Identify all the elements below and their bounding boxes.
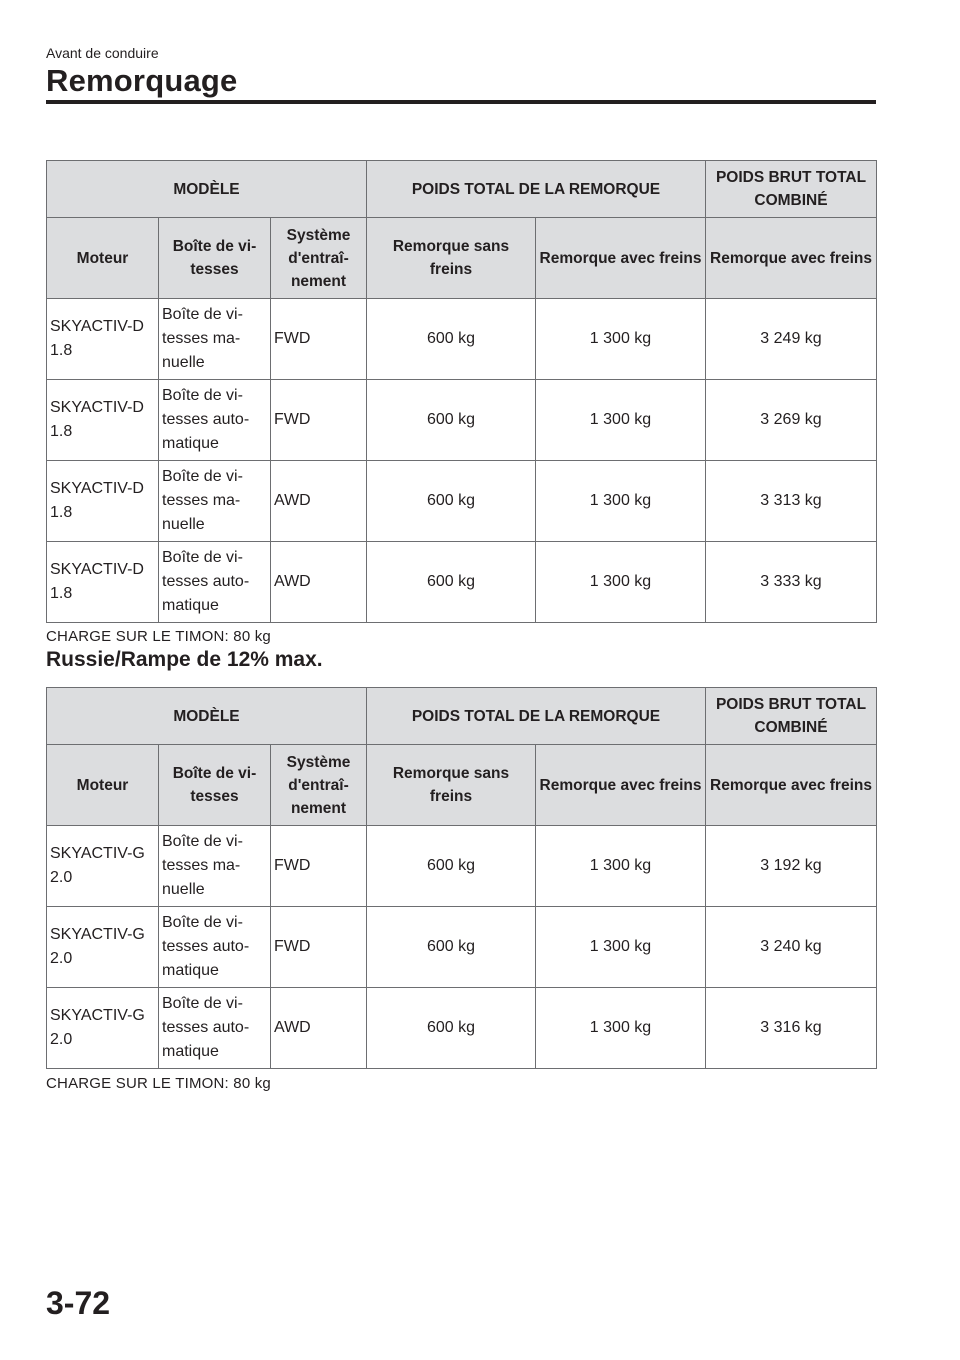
- towing-table-2: [46, 687, 877, 1069]
- cell-drive: AWD: [271, 542, 367, 623]
- cell-brakes: 1 300 kg: [536, 380, 706, 461]
- header-transmission: Boîte de vi-tesses: [159, 218, 271, 299]
- cell-gcw: 3 316 kg: [706, 988, 877, 1069]
- cell-no-brakes: 600 kg: [367, 461, 536, 542]
- section-title: Russie/Rampe de 12% max.: [46, 648, 323, 671]
- header-rule: [46, 100, 876, 104]
- header-with-brakes-gcw: Remorque avec freins: [706, 218, 877, 299]
- header-trailer-weight: POIDS TOTAL DE LA REMORQUE: [367, 161, 706, 218]
- table-row: [47, 380, 877, 461]
- table-row: [47, 299, 877, 380]
- table-row: [47, 542, 877, 623]
- cell-drive: AWD: [271, 461, 367, 542]
- cell-gcw: 3 333 kg: [706, 542, 877, 623]
- table-row: [47, 826, 877, 907]
- cell-no-brakes: 600 kg: [367, 299, 536, 380]
- cell-brakes: 1 300 kg: [536, 907, 706, 988]
- cell-gcw: 3 192 kg: [706, 826, 877, 907]
- table-row: [47, 907, 877, 988]
- cell-brakes: 1 300 kg: [536, 299, 706, 380]
- cell-drive: FWD: [271, 826, 367, 907]
- header-engine: Moteur: [47, 218, 159, 299]
- header-no-brakes: Remorque sans freins: [367, 218, 536, 299]
- header-drive-system: Système d'entraî-nement: [271, 745, 367, 826]
- cell-engine: SKYACTIV-D 1.8: [47, 542, 159, 623]
- page-header: [46, 44, 876, 104]
- header-with-brakes: Remorque avec freins: [536, 745, 706, 826]
- cell-transmission: Boîte de vi-tesses auto-matique: [159, 907, 271, 988]
- header-transmission: Boîte de vi-tesses: [159, 745, 271, 826]
- cell-gcw: 3 269 kg: [706, 380, 877, 461]
- cell-engine: SKYACTIV-G 2.0: [47, 988, 159, 1069]
- cell-brakes: 1 300 kg: [536, 988, 706, 1069]
- breadcrumb: Avant de conduire: [46, 45, 159, 61]
- cell-no-brakes: 600 kg: [367, 542, 536, 623]
- header-with-brakes-gcw: Remorque avec freins: [706, 745, 877, 826]
- table-row: [47, 988, 877, 1069]
- cell-transmission: Boîte de vi-tesses auto-matique: [159, 542, 271, 623]
- cell-drive: FWD: [271, 299, 367, 380]
- page-title: Remorquage: [46, 63, 238, 98]
- cell-engine: SKYACTIV-D 1.8: [47, 380, 159, 461]
- towing-table-1: [46, 160, 877, 623]
- header-with-brakes: Remorque avec freins: [536, 218, 706, 299]
- cell-drive: FWD: [271, 907, 367, 988]
- cell-engine: SKYACTIV-D 1.8: [47, 461, 159, 542]
- header-no-brakes: Remorque sans freins: [367, 745, 536, 826]
- cell-brakes: 1 300 kg: [536, 542, 706, 623]
- cell-transmission: Boîte de vi-tesses auto-matique: [159, 988, 271, 1069]
- header-model: MODÈLE: [47, 161, 367, 218]
- cell-gcw: 3 313 kg: [706, 461, 877, 542]
- header-drive-system: Système d'entraî-nement: [271, 218, 367, 299]
- header-trailer-weight: POIDS TOTAL DE LA REMORQUE: [367, 688, 706, 745]
- cell-brakes: 1 300 kg: [536, 461, 706, 542]
- cell-drive: FWD: [271, 380, 367, 461]
- cell-transmission: Boîte de vi-tesses ma-nuelle: [159, 826, 271, 907]
- cell-brakes: 1 300 kg: [536, 826, 706, 907]
- header-engine: Moteur: [47, 745, 159, 826]
- page-number: 3-72: [46, 1285, 111, 1321]
- tongue-load-note: CHARGE SUR LE TIMON: 80 kg: [46, 1075, 271, 1092]
- cell-no-brakes: 600 kg: [367, 907, 536, 988]
- table-row: [47, 461, 877, 542]
- cell-no-brakes: 600 kg: [367, 988, 536, 1069]
- header-gross-combined: POIDS BRUT TOTAL COMBINÉ: [706, 688, 877, 745]
- header-model: MODÈLE: [47, 688, 367, 745]
- cell-engine: SKYACTIV-G 2.0: [47, 826, 159, 907]
- cell-engine: SKYACTIV-D 1.8: [47, 299, 159, 380]
- cell-gcw: 3 240 kg: [706, 907, 877, 988]
- cell-no-brakes: 600 kg: [367, 380, 536, 461]
- cell-gcw: 3 249 kg: [706, 299, 877, 380]
- cell-transmission: Boîte de vi-tesses ma-nuelle: [159, 461, 271, 542]
- cell-transmission: Boîte de vi-tesses ma-nuelle: [159, 299, 271, 380]
- cell-engine: SKYACTIV-G 2.0: [47, 907, 159, 988]
- cell-transmission: Boîte de vi-tesses auto-matique: [159, 380, 271, 461]
- cell-drive: AWD: [271, 988, 367, 1069]
- header-gross-combined: POIDS BRUT TOTAL COMBINÉ: [706, 161, 877, 218]
- cell-no-brakes: 600 kg: [367, 826, 536, 907]
- tongue-load-note: CHARGE SUR LE TIMON: 80 kg: [46, 628, 271, 645]
